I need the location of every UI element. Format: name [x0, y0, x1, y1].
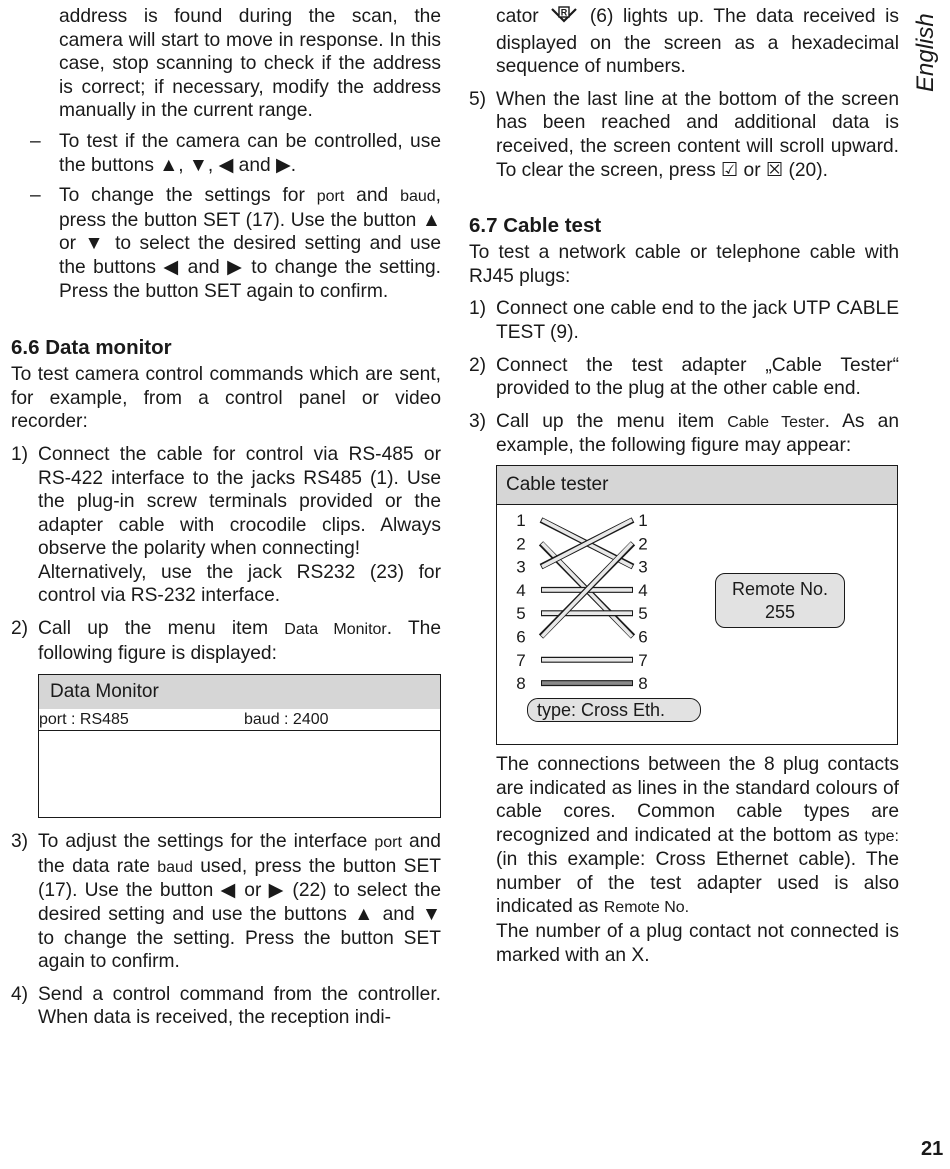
step-text: . The following figure is displayed:: [38, 618, 442, 664]
step-text: Send a control command from the controller. When data is received, the reception indi-: [38, 983, 441, 1029]
pin-label-left: 5: [516, 604, 526, 624]
continuation-text: cator: [496, 6, 539, 27]
continuation-text: (6) lights up. The data received is displayed on the screen as a hexadecimal sequence of numbers.: [496, 6, 899, 78]
cable-test-intro: To test a network cable or telephone cable with RJ45 plugs:: [469, 242, 899, 287]
step-number: 4): [11, 983, 29, 1005]
pin-label-left: 2: [516, 534, 526, 554]
bullet-control-test: [11, 130, 441, 177]
pin-label-left: 3: [516, 557, 526, 577]
cable-tester-description: [469, 753, 899, 967]
step-number: 2): [469, 354, 487, 376]
type-term: type:: [864, 827, 899, 845]
step-5: [469, 88, 899, 182]
menu-item-cable-tester: Cable Tester: [727, 413, 825, 431]
step-1: [469, 297, 899, 344]
step-text: . As an example, the following figure may appear:: [496, 410, 900, 457]
remote-number-box: [715, 573, 845, 628]
step-number: 1): [11, 443, 29, 465]
step-2: [11, 617, 441, 665]
bullet-text: , press the button SET (17). Use the button ▲ or ▼ to select the desired setting and use the buttons ◀ and ▶ to change the setting. Press the button SET again to confirm.: [59, 185, 441, 302]
step-text: Connect the cable for control via RS-485 or RS-422 interface to the jacks RS485 (1). Use the plug-in screw terminals provided or the adapter cable with crocodile clips. Always observe the polarity when connecting!: [38, 443, 441, 560]
bullet-text: and: [344, 185, 401, 207]
data-monitor-screen: [38, 674, 441, 818]
language-label: English: [912, 13, 939, 92]
step-text-alternative: Alternatively, use the jack RS232 (23) for control via RS-232 interface.: [38, 561, 441, 607]
step-text: Connect one cable end to the jack UTP CABLE TEST (9).: [496, 298, 899, 343]
remote-no-term: Remote No.: [603, 899, 690, 917]
step-number: 3): [11, 831, 29, 853]
step-number: 1): [469, 298, 487, 320]
cable-tester-screen: [496, 465, 898, 745]
data-monitor-title: Data Monitor: [39, 675, 440, 709]
step-text: used, press the button SET (17). Use the button ◀ or ▶ (22) to select the desired setting and use the buttons ▲ and ▼ to change the setting. Press the button SET again to confirm.: [38, 855, 441, 973]
bullet-settings: [11, 184, 441, 303]
baud-term: baud: [157, 858, 193, 876]
step-2: [469, 354, 899, 401]
step-1: [11, 443, 441, 608]
data-monitor-intro: To test camera control commands which are sent, for example, from a control panel or video recorder:: [11, 364, 441, 433]
step-number: 3): [469, 410, 487, 432]
pin-label-left: 7: [516, 650, 526, 670]
remote-value: 255: [764, 601, 796, 622]
description-part: The connections between the 8 plug contacts are indicated as lines in the standard colours of cable cores. Common cable types are recognized and indicated at the bottom as: [496, 753, 899, 846]
step-text: Call up the menu item: [38, 618, 285, 640]
pin-label-right: 8: [638, 674, 648, 694]
pin-label-left: 4: [516, 580, 526, 600]
remote-label: Remote No.: [731, 578, 829, 599]
section-heading-cable-test: 6.7 Cable test: [469, 214, 602, 238]
description-text-unconnected: The number of a plug contact not connected is marked with an X.: [496, 921, 899, 966]
section-heading-data-monitor: 6.6 Data monitor: [11, 336, 172, 360]
cable-type-badge: type: Cross Eth.: [527, 698, 701, 722]
step-text: Call up the menu item: [496, 410, 728, 432]
bullet-marker: –: [30, 185, 41, 207]
step-3: [11, 830, 441, 974]
step-text: To adjust the settings for the interface: [38, 831, 375, 853]
pin-label-right: 4: [638, 580, 648, 600]
intro-continuation: address is found during the scan, the camera will start to move in response. In this case, stop scanning to check if the address is correct; if necessary, modify the address manually in the current range.: [59, 6, 441, 122]
reception-indicator-continuation: [469, 5, 899, 79]
baud-setting: baud : 2400: [244, 711, 329, 729]
port-term: port: [316, 188, 345, 206]
step-number: 5): [469, 88, 487, 110]
svg-text:R: R: [561, 7, 568, 18]
port-term: port: [374, 834, 402, 852]
baud-term: baud: [400, 188, 436, 206]
pin-label-right: 7: [638, 650, 648, 670]
pin-label-right: 5: [638, 604, 648, 624]
pin-label-right: 6: [638, 627, 648, 647]
pin-label-left: 8: [516, 674, 526, 694]
step-text: and the data rate: [38, 831, 441, 877]
step-4: [11, 983, 441, 1030]
data-monitor-settings-row: [39, 709, 440, 731]
cable-tester-title: Cable tester: [497, 466, 897, 505]
reception-indicator-icon: [551, 5, 577, 32]
step-3: [469, 410, 899, 458]
left-column: [11, 0, 441, 1030]
bullet-text: To change the settings for: [59, 185, 317, 207]
step-text: Connect the test adapter „Cable Tester“ provided to the plug at the other cable end.: [496, 354, 899, 400]
menu-item-data-monitor: Data Monitor: [284, 621, 387, 639]
pin-label-right: 2: [638, 534, 648, 554]
description-part: (in this example: Cross Ethernet cable). The number of the test adapter used is also indicated as: [496, 849, 899, 918]
bullet-marker: –: [30, 130, 41, 152]
page-number: 21: [921, 1138, 944, 1160]
description-text: [496, 753, 899, 920]
step-number: 2): [11, 618, 29, 640]
bullet-text: To test if the camera can be controlled, use the buttons ▲, ▼, ◀ and ▶.: [59, 130, 441, 176]
right-column: [469, 0, 899, 967]
pin-label-right: 1: [638, 510, 648, 530]
pin-label-right: 3: [638, 557, 648, 577]
pin-label-left: 1: [516, 510, 526, 530]
port-setting: port : RS485: [39, 711, 129, 729]
step-text: When the last line at the bottom of the screen has been reached and additional data is received, the screen content will scroll upward. To clear the screen, press ☑ or ☒ (20).: [496, 88, 899, 181]
pin-label-left: 6: [516, 627, 526, 647]
